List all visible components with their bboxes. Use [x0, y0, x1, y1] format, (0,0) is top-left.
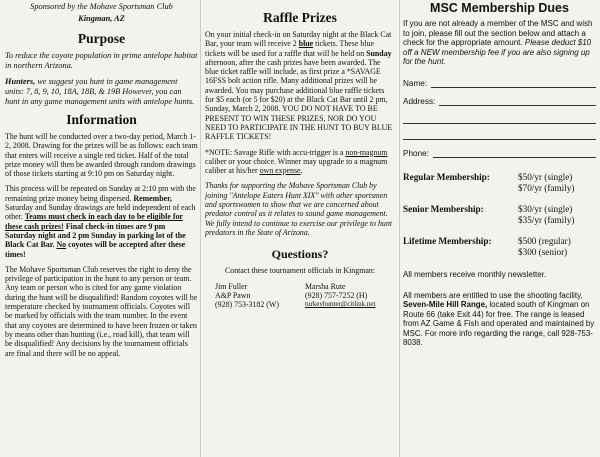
- contact-name: Jim Fuller: [215, 281, 248, 291]
- info-p2-no: No: [56, 240, 67, 250]
- newsletter-note: All members receive monthly newsletter.: [403, 269, 547, 279]
- intro-text: If you are not already a member of the MSC and wish to join, please fill out the section below and attach a check for the appropriate amount.: [403, 19, 593, 48]
- regular-label: Regular Membership:: [403, 171, 490, 182]
- note-nonmagnum: non-magnum: [345, 147, 388, 157]
- lifetime-prices: [518, 236, 596, 258]
- info-p2-teams: Teams must check in each day to be eligible for these cash prizes!: [5, 212, 183, 231]
- membership-intro: [403, 19, 596, 67]
- lifetime-regular: $500 (regular): [518, 235, 571, 246]
- hunters-units: we suggest you hunt in game management units: 7, 8, 9, 10, 18A, 18B, & 19B However, you can hunt in any game management units with antelope hunts.: [5, 77, 195, 106]
- phone-label: Phone:: [403, 148, 429, 158]
- note-text-b: caliber or your choice. Winner may upgrade to a magnum caliber at his/her: [205, 156, 388, 176]
- lifetime-label: Lifetime Membership:: [403, 235, 492, 246]
- name-label: Name:: [403, 78, 428, 88]
- note-own-expense: own expense: [259, 166, 301, 176]
- column-divider: [399, 0, 400, 457]
- intro-deduct: Please deduct $10 off a NEW membership fee if you are also signing up for the hunt.: [403, 38, 592, 67]
- hunters-text: [5, 77, 198, 107]
- info-p2-text: This process will be repeated on Sunday at 2:10 pm with the remaining prize money being dispersed.: [5, 184, 196, 203]
- senior-single: $30/yr (single): [518, 203, 573, 214]
- sponsor-location: Kingman, AZ: [78, 14, 125, 23]
- range-text-b: located south of Kingman on Route 66 (take Exit 44) for free. The range is leased from AZ Game & Fish and operated and maintained by MSC. For more info regarding the range, call 928-753-8038.: [403, 300, 595, 348]
- range-text-a: All members are entitled to use the shooting facility,: [403, 290, 583, 300]
- contact-rute: [305, 282, 395, 310]
- regular-single: $50/yr (single): [518, 171, 573, 182]
- name-field[interactable]: [403, 79, 596, 88]
- raffle-heading: Raffle Prizes: [263, 10, 337, 25]
- contact-fuller: [205, 282, 305, 310]
- lifetime-membership: [403, 236, 596, 258]
- questions-heading: Questions?: [271, 247, 329, 262]
- information-heading: Information: [66, 112, 137, 127]
- rifle-note: [205, 148, 395, 176]
- raffle-text-a: On your initial check-in on Saturday night at the Black Cat Bar, your team will receive 2: [205, 30, 392, 49]
- purpose-text: To reduce the coyote population in prime antelope habitat in northern Arizona.: [5, 51, 198, 70]
- senior-family: $35/yr (family): [518, 214, 575, 225]
- info-p2-final: Final check-in times are 9 pm Saturday night and 2 pm Sunday in parking lot of the Black Cat Bar.: [5, 221, 186, 250]
- address-line-2[interactable]: [403, 112, 596, 124]
- contact-org: A&P Pawn: [215, 290, 251, 300]
- contacts: [205, 282, 395, 310]
- contact-phone: (928) 757-7252 (H): [305, 290, 368, 300]
- raffle-text: [205, 30, 395, 142]
- raffle-text-b: tickets. These blue tickets will be used for a raffle that will be held on: [205, 39, 374, 58]
- raffle-blue: blue: [298, 39, 314, 49]
- sponsor-line: Sponsored by the Mohave Sportsman Club: [30, 2, 173, 11]
- thanks-text: Thanks for supporting the Mohave Sportsman Club by joining "Antelope Eaters Hunt XIX" with other sportsmen and sportswomen to show that we are concerned about predator control as it relates to sound game management. We fully intend to continue to exercise our privilege to hunt predators in the State of Arizona.: [205, 181, 392, 237]
- address-label: Address:: [403, 96, 436, 106]
- contact-line: Contact these tournament officials in Kingman:: [225, 266, 375, 276]
- info-p2-text: Saturday and Sunday drawings are held independent of each other.: [5, 203, 196, 222]
- raffle-text-c: afternoon, after the cash prizes have been awarded. The blue ticket raffle will include, as first prize a *SAVAGE 16FSS bolt action rifle. Many additional prizes will be awarded. You may purchase additional blue raffle tickets for $5 each (or 5 for $20) at the Black Cat Bar until 2 pm, Sunday, March 2, 2008. YOU DO NOT HAVE TO BE PRESENT TO WIN THESE PRIZES, NOR DO YOU NEED TO PARTICIPATE IN THE HUNT TO BUY BLUE RAFFLE TICKETS!: [205, 57, 393, 142]
- info-p2-late: coyotes will be accepted after these times!: [5, 240, 186, 259]
- column-divider: [200, 0, 201, 457]
- regular-membership: [403, 172, 596, 194]
- middle-column: [205, 0, 395, 457]
- right-column: [403, 0, 596, 457]
- contact-email-link[interactable]: turkeyhunter@citlink.net: [305, 300, 376, 309]
- purpose-heading: Purpose: [77, 31, 126, 46]
- note-text-c: .: [300, 166, 303, 176]
- senior-prices: [518, 204, 596, 226]
- hunters-lead: Hunters,: [5, 77, 36, 86]
- name-line[interactable]: [431, 79, 596, 88]
- address-line-3[interactable]: [403, 128, 596, 140]
- note-text-a: *NOTE: Savage Rifle with accu-trigger is a: [205, 147, 346, 157]
- regular-family: $70/yr (family): [518, 182, 575, 193]
- info-paragraph-3: The Mohave Sportsman Club reserves the right to deny the privilege of participation in the hunt to any person or team. Any team or person who is cited for any game violation during the hunt will be disqualified! Random coyotes will be temperature checked by tournament officials. Coyotes will be marked by officials with the team number. In the event that any coyotes are determined to have been frozen or taken by means other than hunting (i.e., road kill), that team will be disqualified! Any decisions by the tournament officials are final and there will be no appeal.: [5, 264, 198, 358]
- address-field[interactable]: [403, 97, 596, 106]
- raffle-sunday: Sunday: [366, 48, 392, 58]
- senior-label: Senior Membership:: [403, 203, 484, 214]
- senior-membership: [403, 204, 596, 226]
- phone-field[interactable]: [403, 149, 596, 158]
- left-column: [5, 0, 198, 457]
- contact-name: Marsha Rute: [305, 281, 346, 291]
- regular-prices: [518, 172, 596, 194]
- info-paragraph-1: The hunt will be conducted over a two-day period, March 1-2, 2008. Drawing for the prizes will be as follows: each team that enters will receive a single red ticket. Half of the total prize money will then be awarded through random drawings of those tickets starting at 9:10 pm on Saturday night.: [5, 132, 198, 179]
- membership-heading: MSC Membership Dues: [430, 1, 569, 15]
- lifetime-senior: $300 (senior): [518, 246, 568, 257]
- contact-phone: (928) 753-3182 (W): [215, 300, 279, 310]
- phone-line[interactable]: [433, 149, 596, 158]
- range-name: Seven-Mile Hill Range,: [403, 300, 488, 310]
- info-p2-remember: Remember,: [133, 193, 172, 203]
- address-line[interactable]: [439, 97, 596, 106]
- range-info: [403, 291, 596, 348]
- info-paragraph-2: [5, 184, 198, 258]
